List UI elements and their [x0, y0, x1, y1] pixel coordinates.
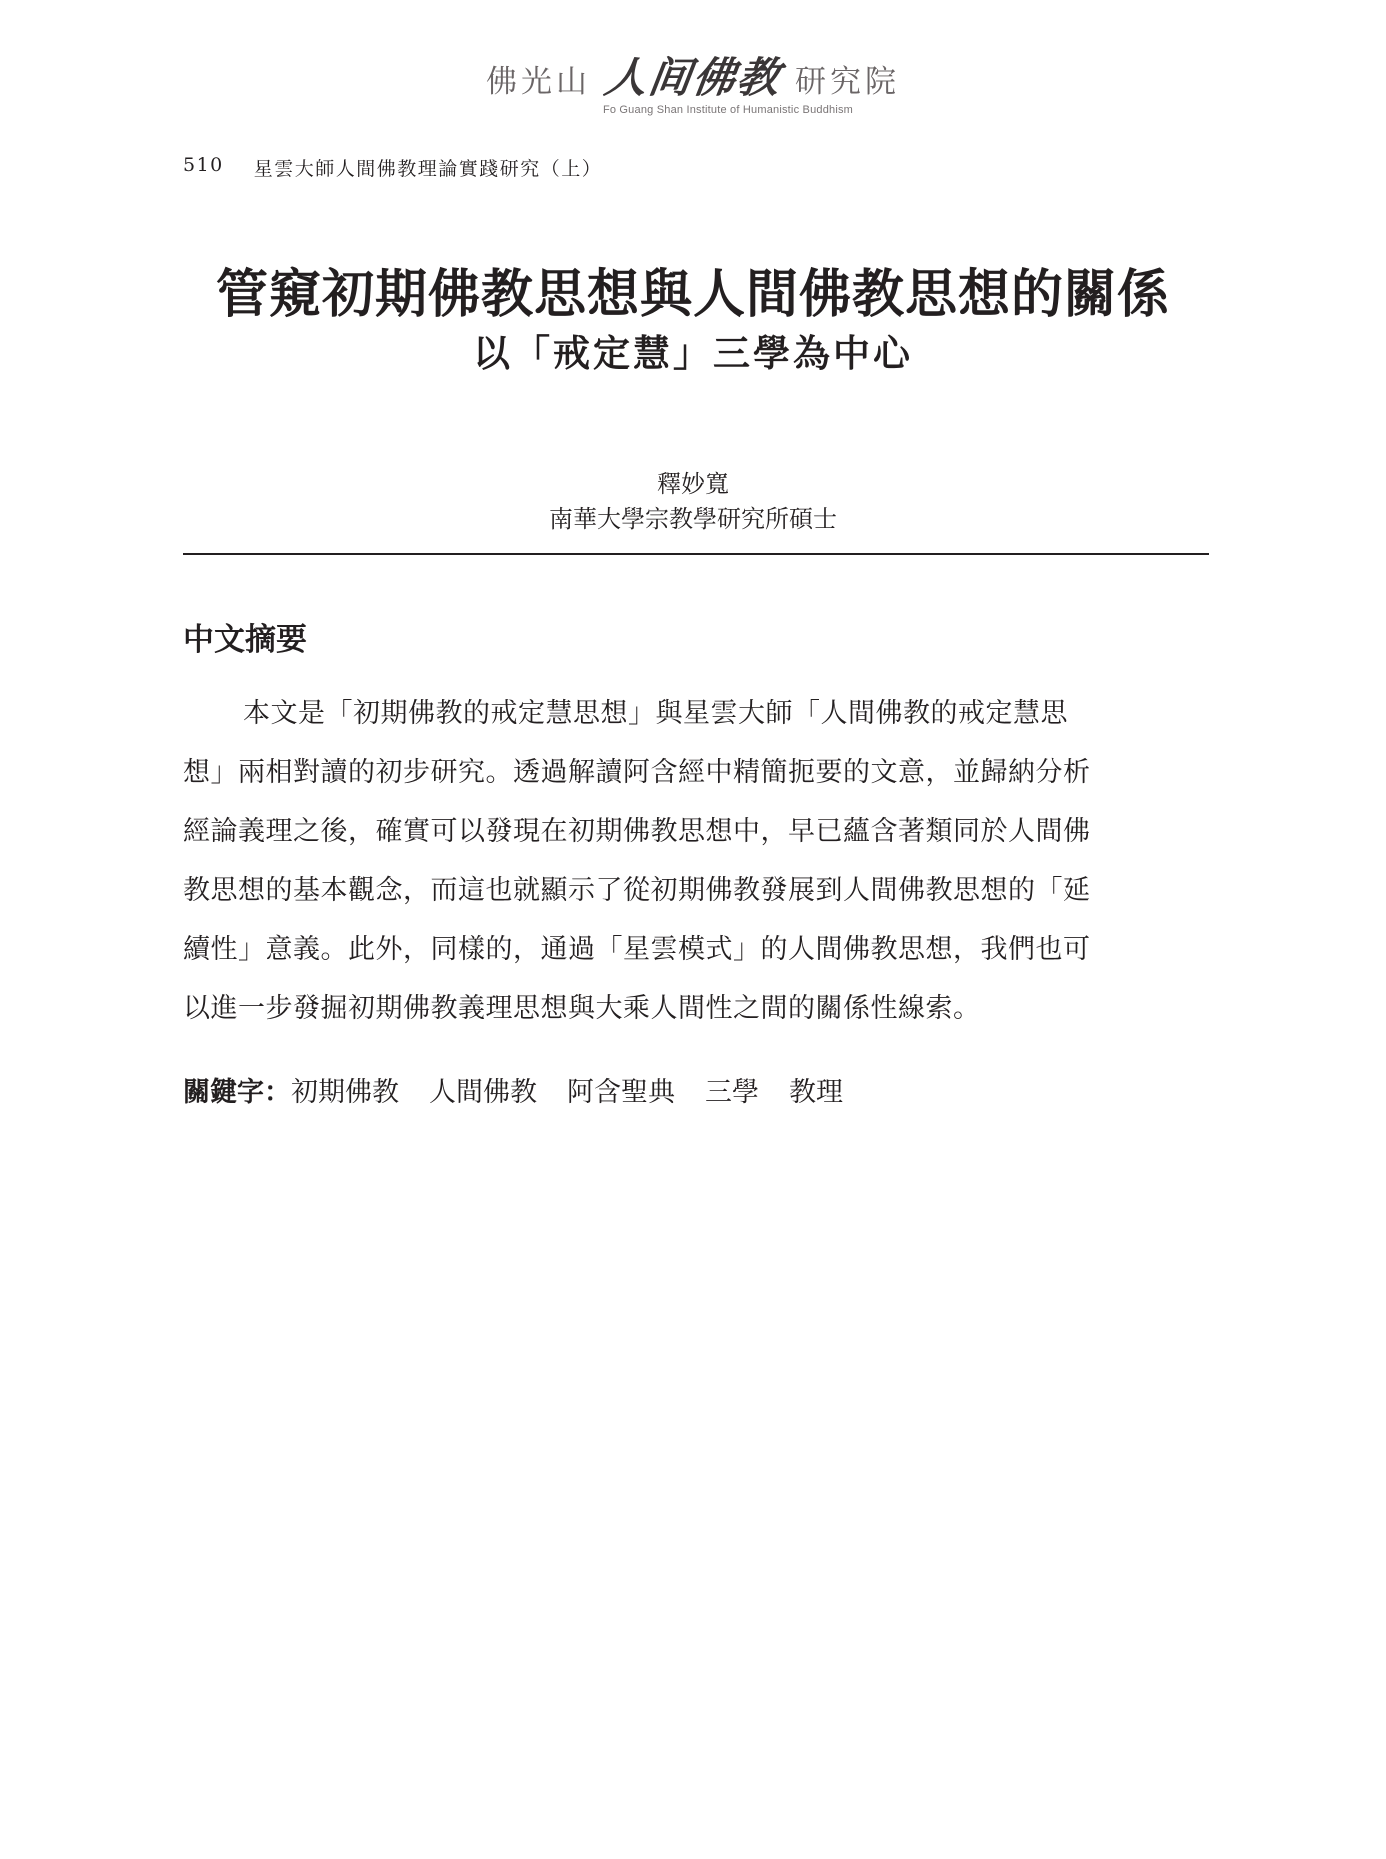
abstract-line: 經論義理之後，確實可以發現在初期佛教思想中，早已蘊含著類同於人間佛 [183, 816, 1091, 847]
keyword-item: 初期佛教 [291, 1077, 399, 1108]
keyword-item: 三學 [705, 1077, 759, 1108]
keywords [183, 1073, 873, 1113]
page-number: 510 [183, 154, 224, 176]
institute-name-right: 研究院 [795, 64, 900, 100]
paper-subtitle: 以「戒定慧」三學為中心 [473, 331, 913, 375]
abstract-line: 本文是「初期佛教的戒定慧思想」與星雲大師「人間佛教的戒定慧思 [243, 698, 1068, 729]
institute-logo [485, 53, 900, 102]
book-title: 星雲大師人間佛教理論實踐研究（上） [253, 158, 603, 180]
institute-name-calligraphy: 人间佛教 [601, 53, 785, 102]
keywords-label: 關鍵字： [183, 1077, 291, 1108]
abstract-line: 教思想的基本觀念，而這也就顯示了從初期佛教發展到人間佛教思想的「延 [183, 875, 1091, 906]
running-head [183, 154, 602, 181]
section-divider [183, 553, 1209, 555]
abstract-body [183, 684, 1209, 1038]
abstract-line: 想」兩相對讀的初步研究。透過解讀阿含經中精簡扼要的文意，並歸納分析 [183, 757, 1091, 788]
institute-english-name: Fo Guang Shan Institute of Humanistic Buddhism [602, 104, 854, 116]
abstract-line: 以進一步發掘初期佛教義理思想與大乘人間性之間的關係性線索。 [183, 993, 981, 1024]
author-affiliation: 南華大學宗教學研究所碩士 [549, 505, 837, 533]
paper-title: 管窺初期佛教思想與人間佛教思想的關係 [215, 264, 1170, 325]
institute-header [0, 53, 1386, 116]
author-name: 釋妙寬 [657, 470, 729, 498]
keyword-item: 人間佛教 [429, 1077, 537, 1108]
abstract-heading: 中文摘要 [183, 622, 307, 658]
keyword-item: 教理 [789, 1077, 843, 1108]
institute-name-left: 佛光山 [485, 64, 591, 100]
abstract-line: 續性」意義。此外，同樣的，通過「星雲模式」的人間佛教思想，我們也可 [183, 934, 1091, 965]
keyword-item: 阿含聖典 [567, 1077, 675, 1108]
